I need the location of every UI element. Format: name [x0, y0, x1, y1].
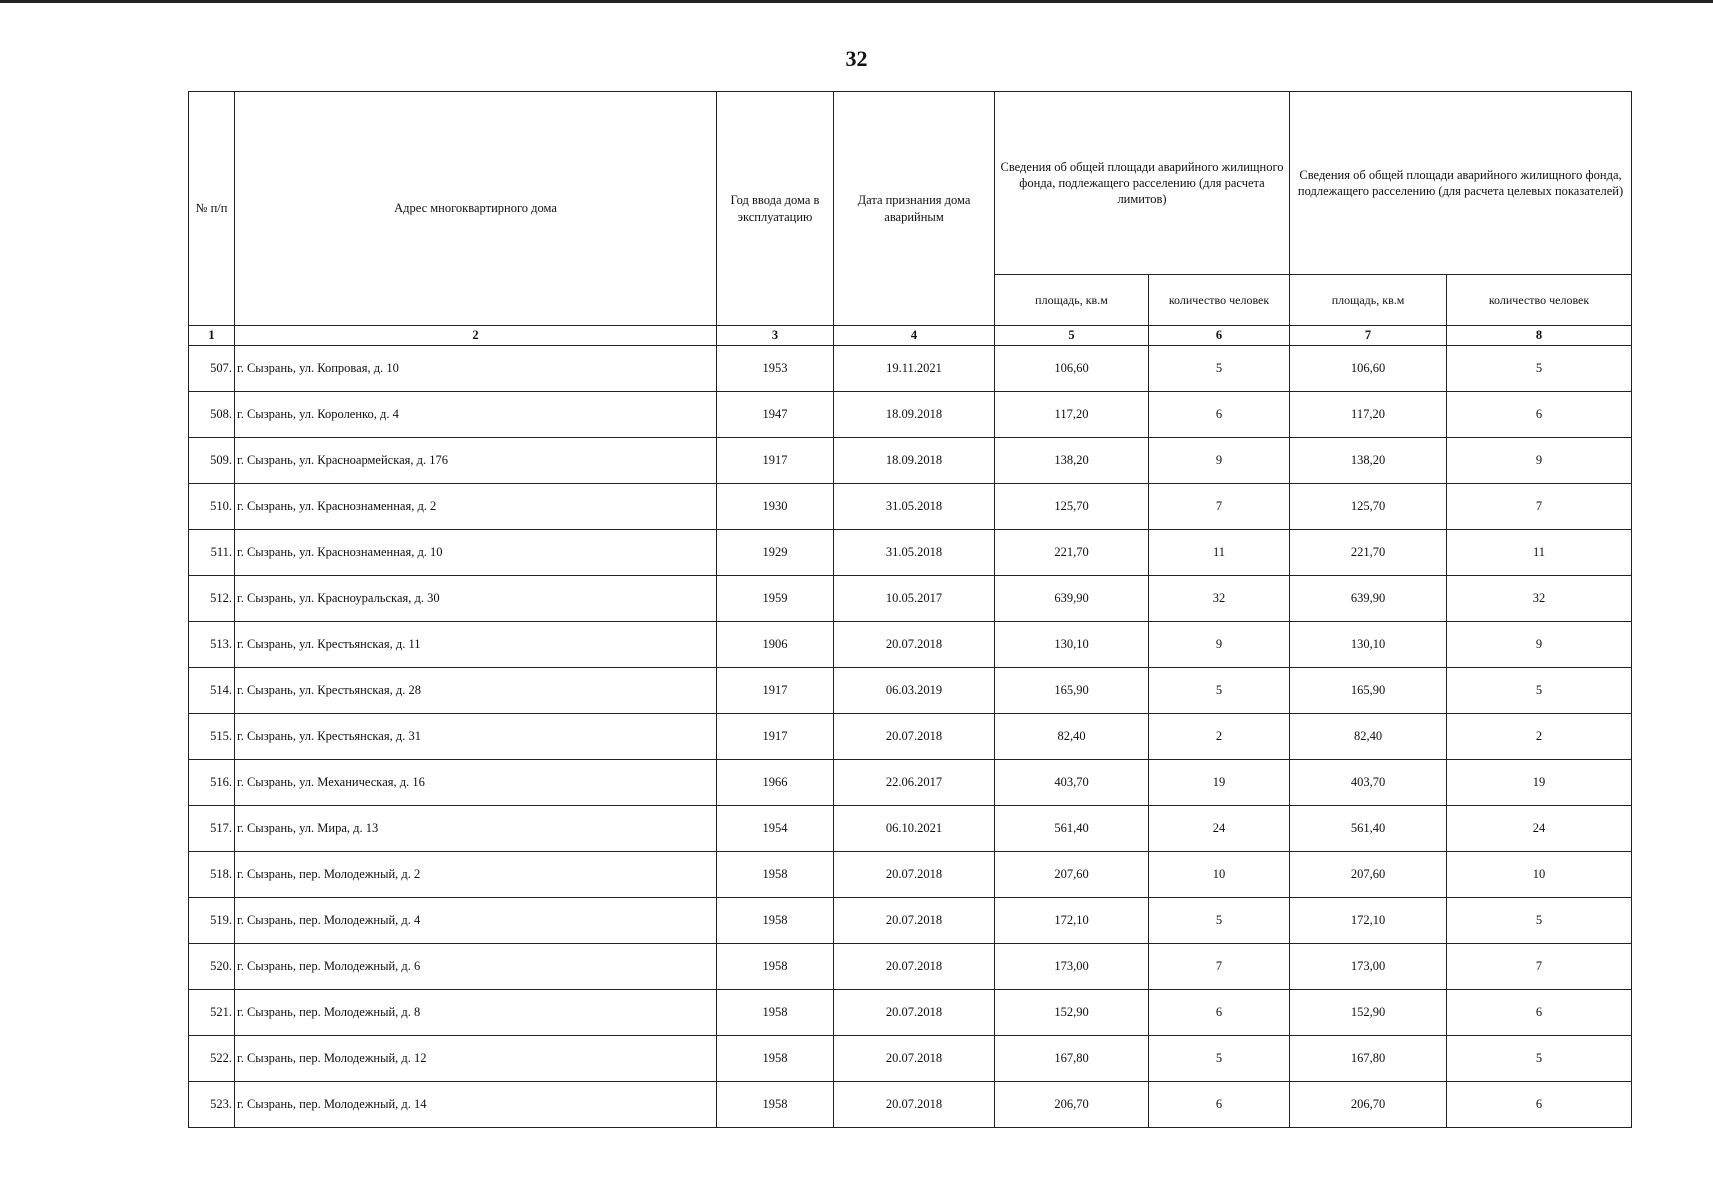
row-people-limits: 2 [1149, 714, 1290, 760]
emergency-housing-table [188, 91, 1632, 1128]
row-area-limits: 82,40 [995, 714, 1149, 760]
column-number: 8 [1447, 326, 1632, 346]
row-people-targets: 6 [1447, 1082, 1632, 1128]
row-year: 1966 [717, 760, 834, 806]
row-address: г. Сызрань, пер. Молодежный, д. 8 [235, 990, 717, 1036]
row-number: 508. [189, 392, 235, 438]
row-number: 513. [189, 622, 235, 668]
row-people-limits: 32 [1149, 576, 1290, 622]
row-date: 20.07.2018 [834, 852, 995, 898]
row-area-limits: 561,40 [995, 806, 1149, 852]
row-year: 1929 [717, 530, 834, 576]
row-people-targets: 5 [1447, 346, 1632, 392]
row-number: 520. [189, 944, 235, 990]
row-year: 1958 [717, 898, 834, 944]
row-people-limits: 5 [1149, 346, 1290, 392]
table-row [189, 484, 1632, 530]
table-body [189, 346, 1632, 1128]
table-row [189, 990, 1632, 1036]
row-address: г. Сызрань, ул. Крестьянская, д. 28 [235, 668, 717, 714]
row-date: 06.10.2021 [834, 806, 995, 852]
row-year: 1917 [717, 668, 834, 714]
row-address: г. Сызрань, ул. Короленко, д. 4 [235, 392, 717, 438]
table-row [189, 944, 1632, 990]
row-people-targets: 5 [1447, 1036, 1632, 1082]
row-people-targets: 6 [1447, 392, 1632, 438]
column-number: 7 [1290, 326, 1447, 346]
header-group-targets: Сведения об общей площади аварийного жилищного фонда, подлежащего расселению (для расчета целевых показателей) [1290, 92, 1632, 275]
row-people-targets: 9 [1447, 438, 1632, 484]
row-number: 507. [189, 346, 235, 392]
row-address: г. Сызрань, пер. Молодежный, д. 2 [235, 852, 717, 898]
row-area-targets: 561,40 [1290, 806, 1447, 852]
row-area-targets: 639,90 [1290, 576, 1447, 622]
row-area-targets: 82,40 [1290, 714, 1447, 760]
row-date: 22.06.2017 [834, 760, 995, 806]
row-year: 1953 [717, 346, 834, 392]
row-people-targets: 2 [1447, 714, 1632, 760]
row-area-limits: 173,00 [995, 944, 1149, 990]
row-area-targets: 173,00 [1290, 944, 1447, 990]
header-group-limits: Сведения об общей площади аварийного жилищного фонда, подлежащего расселению (для расчета лимитов) [995, 92, 1290, 275]
row-people-limits: 5 [1149, 668, 1290, 714]
row-date: 20.07.2018 [834, 944, 995, 990]
row-area-limits: 221,70 [995, 530, 1149, 576]
table-row [189, 806, 1632, 852]
row-area-limits: 639,90 [995, 576, 1149, 622]
row-date: 20.07.2018 [834, 1036, 995, 1082]
top-rule [0, 0, 1713, 3]
row-people-targets: 19 [1447, 760, 1632, 806]
row-address: г. Сызрань, ул. Мира, д. 13 [235, 806, 717, 852]
row-people-limits: 7 [1149, 484, 1290, 530]
row-year: 1954 [717, 806, 834, 852]
row-people-targets: 5 [1447, 898, 1632, 944]
row-area-limits: 152,90 [995, 990, 1149, 1036]
header-date: Дата признания дома аварийным [834, 92, 995, 326]
row-area-limits: 138,20 [995, 438, 1149, 484]
header-area-limits: площадь, кв.м [995, 275, 1149, 326]
row-date: 18.09.2018 [834, 392, 995, 438]
row-area-limits: 125,70 [995, 484, 1149, 530]
row-area-limits: 165,90 [995, 668, 1149, 714]
row-address: г. Сызрань, ул. Красноармейская, д. 176 [235, 438, 717, 484]
row-people-limits: 19 [1149, 760, 1290, 806]
table-row [189, 668, 1632, 714]
row-year: 1958 [717, 852, 834, 898]
page-number: 32 [845, 46, 868, 71]
row-area-limits: 403,70 [995, 760, 1149, 806]
row-area-targets: 152,90 [1290, 990, 1447, 1036]
table-row [189, 898, 1632, 944]
row-year: 1906 [717, 622, 834, 668]
row-people-targets: 10 [1447, 852, 1632, 898]
row-year: 1958 [717, 944, 834, 990]
column-number: 1 [189, 326, 235, 346]
row-number: 521. [189, 990, 235, 1036]
row-address: г. Сызрань, пер. Молодежный, д. 6 [235, 944, 717, 990]
header-people-limits: количество человек [1149, 275, 1290, 326]
row-year: 1959 [717, 576, 834, 622]
row-people-limits: 24 [1149, 806, 1290, 852]
row-area-limits: 167,80 [995, 1036, 1149, 1082]
column-number: 3 [717, 326, 834, 346]
row-number: 512. [189, 576, 235, 622]
column-number: 4 [834, 326, 995, 346]
row-area-targets: 138,20 [1290, 438, 1447, 484]
table-row [189, 346, 1632, 392]
row-address: г. Сызрань, пер. Молодежный, д. 4 [235, 898, 717, 944]
row-people-limits: 11 [1149, 530, 1290, 576]
row-address: г. Сызрань, ул. Копровая, д. 10 [235, 346, 717, 392]
row-area-limits: 207,60 [995, 852, 1149, 898]
row-area-targets: 167,80 [1290, 1036, 1447, 1082]
row-number: 509. [189, 438, 235, 484]
row-people-targets: 6 [1447, 990, 1632, 1036]
row-date: 31.05.2018 [834, 484, 995, 530]
column-number: 5 [995, 326, 1149, 346]
table-row [189, 392, 1632, 438]
row-area-targets: 125,70 [1290, 484, 1447, 530]
row-people-targets: 7 [1447, 484, 1632, 530]
row-year: 1958 [717, 990, 834, 1036]
table-row [189, 1036, 1632, 1082]
row-date: 06.03.2019 [834, 668, 995, 714]
row-people-limits: 5 [1149, 1036, 1290, 1082]
row-address: г. Сызрань, ул. Краснознаменная, д. 2 [235, 484, 717, 530]
row-area-targets: 106,60 [1290, 346, 1447, 392]
row-address: г. Сызрань, ул. Крестьянская, д. 31 [235, 714, 717, 760]
row-year: 1958 [717, 1036, 834, 1082]
row-year: 1947 [717, 392, 834, 438]
row-date: 10.05.2017 [834, 576, 995, 622]
row-area-targets: 221,70 [1290, 530, 1447, 576]
table-row [189, 530, 1632, 576]
row-area-limits: 172,10 [995, 898, 1149, 944]
row-year: 1958 [717, 1082, 834, 1128]
row-year: 1930 [717, 484, 834, 530]
row-people-limits: 10 [1149, 852, 1290, 898]
header-address: Адрес многоквартирного дома [235, 92, 717, 326]
row-people-targets: 11 [1447, 530, 1632, 576]
row-address: г. Сызрань, ул. Крестьянская, д. 11 [235, 622, 717, 668]
table-row [189, 438, 1632, 484]
row-address: г. Сызрань, пер. Молодежный, д. 14 [235, 1082, 717, 1128]
row-people-limits: 7 [1149, 944, 1290, 990]
row-date: 20.07.2018 [834, 622, 995, 668]
header-people-targets: количество человек [1447, 275, 1632, 326]
row-date: 20.07.2018 [834, 714, 995, 760]
row-area-targets: 130,10 [1290, 622, 1447, 668]
row-people-limits: 5 [1149, 898, 1290, 944]
table-row [189, 622, 1632, 668]
header-year: Год ввода дома в эксплуатацию [717, 92, 834, 326]
row-number: 511. [189, 530, 235, 576]
row-people-targets: 24 [1447, 806, 1632, 852]
row-area-limits: 130,10 [995, 622, 1149, 668]
row-area-targets: 207,60 [1290, 852, 1447, 898]
row-year: 1917 [717, 438, 834, 484]
row-date: 20.07.2018 [834, 898, 995, 944]
row-number: 519. [189, 898, 235, 944]
row-number: 518. [189, 852, 235, 898]
row-people-limits: 6 [1149, 1082, 1290, 1128]
row-area-limits: 117,20 [995, 392, 1149, 438]
row-address: г. Сызрань, ул. Механическая, д. 16 [235, 760, 717, 806]
header-area-targets: площадь, кв.м [1290, 275, 1447, 326]
row-people-targets: 5 [1447, 668, 1632, 714]
row-date: 19.11.2021 [834, 346, 995, 392]
row-date: 18.09.2018 [834, 438, 995, 484]
row-area-targets: 172,10 [1290, 898, 1447, 944]
row-date: 31.05.2018 [834, 530, 995, 576]
row-area-targets: 117,20 [1290, 392, 1447, 438]
row-number: 510. [189, 484, 235, 530]
row-people-targets: 32 [1447, 576, 1632, 622]
row-people-limits: 6 [1149, 990, 1290, 1036]
table-row [189, 576, 1632, 622]
row-area-targets: 206,70 [1290, 1082, 1447, 1128]
row-number: 516. [189, 760, 235, 806]
row-address: г. Сызрань, ул. Красноуральская, д. 30 [235, 576, 717, 622]
row-address: г. Сызрань, пер. Молодежный, д. 12 [235, 1036, 717, 1082]
row-people-limits: 6 [1149, 392, 1290, 438]
row-number: 522. [189, 1036, 235, 1082]
row-number: 515. [189, 714, 235, 760]
header-num: № п/п [189, 92, 235, 326]
row-people-limits: 9 [1149, 438, 1290, 484]
row-number: 523. [189, 1082, 235, 1128]
row-people-targets: 9 [1447, 622, 1632, 668]
row-people-targets: 7 [1447, 944, 1632, 990]
row-number: 517. [189, 806, 235, 852]
row-number: 514. [189, 668, 235, 714]
row-area-limits: 106,60 [995, 346, 1149, 392]
column-number: 6 [1149, 326, 1290, 346]
row-people-limits: 9 [1149, 622, 1290, 668]
table-row [189, 714, 1632, 760]
row-area-targets: 403,70 [1290, 760, 1447, 806]
row-year: 1917 [717, 714, 834, 760]
row-address: г. Сызрань, ул. Краснознаменная, д. 10 [235, 530, 717, 576]
row-area-targets: 165,90 [1290, 668, 1447, 714]
row-area-limits: 206,70 [995, 1082, 1149, 1128]
row-date: 20.07.2018 [834, 990, 995, 1036]
table-row [189, 852, 1632, 898]
table-row [189, 760, 1632, 806]
column-number: 2 [235, 326, 717, 346]
row-date: 20.07.2018 [834, 1082, 995, 1128]
table-row [189, 1082, 1632, 1128]
